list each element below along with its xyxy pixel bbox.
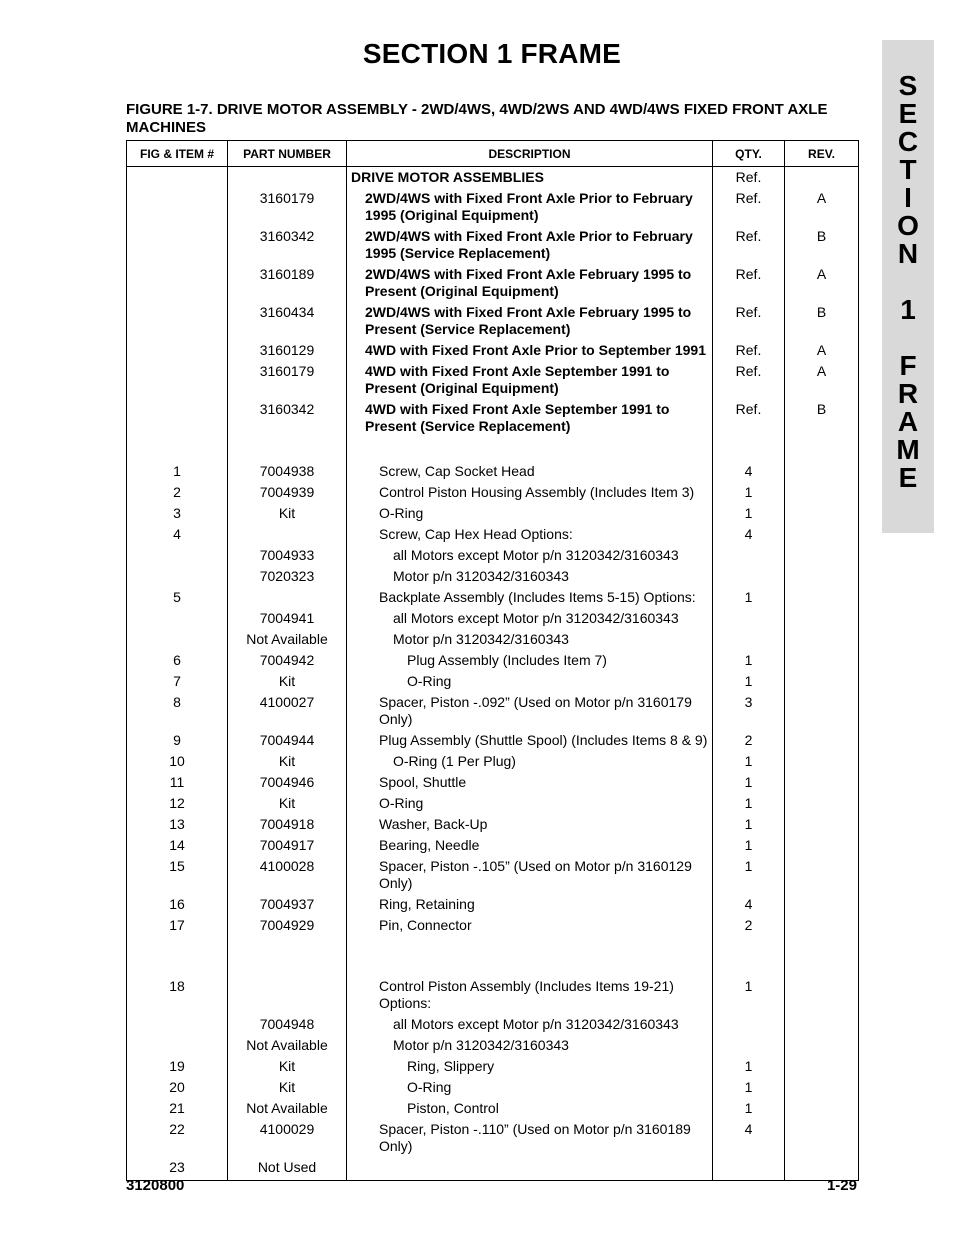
description-cell: [347, 629, 713, 650]
qty-cell: 1: [713, 1098, 785, 1119]
fig-item-cell: 3: [127, 503, 228, 524]
qty-cell: 2: [713, 915, 785, 936]
table-row: [127, 814, 859, 835]
description-text: 2WD/4WS with Fixed Front Axle February 1995 to Present (Service Replacement): [365, 304, 692, 337]
page-number: 1-29: [826, 1177, 857, 1194]
table-row: [127, 608, 859, 629]
rev-cell: A: [785, 264, 859, 302]
section-side-tab: [882, 40, 934, 533]
rev-cell: [785, 566, 859, 587]
description-cell: [347, 1077, 713, 1098]
description-cell: [347, 340, 713, 361]
fig-item-cell: [127, 361, 228, 399]
fig-item-cell: 22: [127, 1119, 228, 1157]
rev-cell: [785, 545, 859, 566]
part-number-cell: 3160129: [228, 340, 347, 361]
fig-item-cell: 13: [127, 814, 228, 835]
description-cell: [347, 793, 713, 814]
side-tab-letter: S: [898, 70, 918, 101]
side-tab-letter: A: [897, 406, 919, 437]
table-row: [127, 503, 859, 524]
table-header-row: [127, 141, 859, 167]
table-row: [127, 793, 859, 814]
table-row: [127, 671, 859, 692]
rev-cell: [785, 587, 859, 608]
header-fig-item: FIG & ITEM #: [127, 141, 228, 167]
table-row: [127, 545, 859, 566]
part-number-cell: [228, 976, 347, 1014]
empty-cell: [127, 437, 228, 461]
table-row: [127, 361, 859, 399]
rev-cell: [785, 894, 859, 915]
part-number-cell: 7020323: [228, 566, 347, 587]
rev-cell: [785, 751, 859, 772]
description-text: 4WD with Fixed Front Axle September 1991 to Present (Original Equipment): [365, 363, 670, 396]
part-number-cell: Not Available: [228, 1098, 347, 1119]
table-row: [127, 1014, 859, 1035]
parts-table: [126, 140, 859, 1181]
side-tab-letters: [882, 72, 934, 492]
empty-cell: [127, 936, 228, 976]
description-cell: [347, 751, 713, 772]
section-title: SECTION 1 FRAME: [362, 38, 622, 69]
qty-cell: 1: [713, 1077, 785, 1098]
fig-item-cell: 5: [127, 587, 228, 608]
table-row: [127, 226, 859, 264]
fig-item-cell: 9: [127, 730, 228, 751]
qty-cell: 1: [713, 793, 785, 814]
fig-item-cell: 8: [127, 692, 228, 730]
fig-item-cell: [127, 1035, 228, 1056]
empty-cell: [347, 936, 713, 976]
description-cell: [347, 671, 713, 692]
description-text: Spacer, Piston -.105” (Used on Motor p/n 3160129 Only): [379, 858, 692, 891]
description-cell: [347, 1119, 713, 1157]
description-cell: [347, 1035, 713, 1056]
description-text: 2WD/4WS with Fixed Front Axle Prior to February 1995 (Service Replacement): [365, 228, 693, 261]
qty-cell: [713, 545, 785, 566]
table-row: [127, 524, 859, 545]
description-cell: [347, 730, 713, 751]
description-text: 4WD with Fixed Front Axle Prior to September 1991: [365, 342, 706, 358]
description-text: Control Piston Housing Assembly (Includes Item 3): [379, 484, 695, 500]
table-row: [127, 915, 859, 936]
rev-cell: [785, 730, 859, 751]
header-part-number: PART NUMBER: [228, 141, 347, 167]
empty-cell: [228, 437, 347, 461]
rev-cell: [785, 835, 859, 856]
part-number-cell: Kit: [228, 671, 347, 692]
figure-caption: FIGURE 1-7. DRIVE MOTOR ASSEMBLY - 2WD/4WS, 4WD/2WS AND 4WD/4WS FIXED FRONT AXLE MACHINES: [126, 101, 828, 136]
part-number-cell: Kit: [228, 503, 347, 524]
part-number-cell: 3160342: [228, 226, 347, 264]
qty-cell: 2: [713, 730, 785, 751]
rev-cell: [785, 856, 859, 894]
rev-cell: [785, 461, 859, 482]
rev-cell: [785, 524, 859, 545]
qty-cell: 4: [713, 461, 785, 482]
rev-cell: [785, 1056, 859, 1077]
description-text: Ring, Retaining: [379, 896, 475, 912]
part-number-cell: [228, 524, 347, 545]
fig-item-cell: 2: [127, 482, 228, 503]
side-tab-letter: E: [898, 98, 918, 129]
qty-cell: 3: [713, 692, 785, 730]
table-row: [127, 856, 859, 894]
side-tab-letter: O: [897, 210, 919, 241]
empty-cell: [347, 437, 713, 461]
qty-cell: 1: [713, 856, 785, 894]
fig-item-cell: [127, 302, 228, 340]
description-text: O-Ring: [379, 795, 424, 811]
description-cell: [347, 915, 713, 936]
rev-cell: [785, 1014, 859, 1035]
fig-item-cell: [127, 1014, 228, 1035]
header-qty: QTY.: [713, 141, 785, 167]
part-number-cell: 7004946: [228, 772, 347, 793]
rev-cell: [785, 1077, 859, 1098]
description-cell: [347, 976, 713, 1014]
description-cell: [347, 814, 713, 835]
fig-item-cell: 14: [127, 835, 228, 856]
table-row: [127, 772, 859, 793]
part-number-cell: 7004929: [228, 915, 347, 936]
table-row: [127, 629, 859, 650]
table-row: [127, 1157, 859, 1181]
fig-item-cell: 11: [127, 772, 228, 793]
fig-item-cell: 23: [127, 1157, 228, 1181]
description-text: 2WD/4WS with Fixed Front Axle February 1995 to Present (Original Equipment): [365, 266, 692, 299]
parts-table-body: [127, 167, 859, 1181]
side-tab-letter: F: [899, 350, 917, 381]
empty-cell: [785, 936, 859, 976]
part-number-cell: 7004948: [228, 1014, 347, 1035]
empty-cell: [228, 936, 347, 976]
description-text: Bearing, Needle: [379, 837, 480, 853]
description-text: Piston, Control: [407, 1100, 499, 1116]
part-number-cell: Not Available: [228, 1035, 347, 1056]
description-text: Backplate Assembly (Includes Items 5-15) Options:: [379, 589, 696, 605]
fig-item-cell: [127, 629, 228, 650]
table-spacer-row: [127, 437, 859, 461]
description-text: DRIVE MOTOR ASSEMBLIES: [351, 169, 544, 185]
description-cell: [347, 226, 713, 264]
qty-cell: Ref.: [713, 226, 785, 264]
description-cell: [347, 482, 713, 503]
description-cell: [347, 361, 713, 399]
part-number-cell: 3160342: [228, 399, 347, 437]
qty-cell: Ref.: [713, 188, 785, 226]
part-number-cell: Kit: [228, 1056, 347, 1077]
description-cell: [347, 1157, 713, 1181]
description-text: Spacer, Piston -.110” (Used on Motor p/n 3160189 Only): [379, 1121, 691, 1154]
side-tab-letter: N: [897, 238, 919, 269]
rev-cell: [785, 671, 859, 692]
description-cell: [347, 772, 713, 793]
table-row: [127, 751, 859, 772]
side-tab-letter: T: [899, 154, 917, 185]
part-number-cell: 7004938: [228, 461, 347, 482]
qty-cell: 4: [713, 524, 785, 545]
part-number-cell: 7004942: [228, 650, 347, 671]
side-tab-letter: R: [897, 378, 919, 409]
fig-item-cell: 6: [127, 650, 228, 671]
description-text: O-Ring (1 Per Plug): [393, 753, 516, 769]
part-number-cell: Not Used: [228, 1157, 347, 1181]
part-number-cell: Kit: [228, 1077, 347, 1098]
table-row: [127, 976, 859, 1014]
rev-cell: A: [785, 340, 859, 361]
fig-item-cell: 15: [127, 856, 228, 894]
fig-item-cell: 18: [127, 976, 228, 1014]
rev-cell: A: [785, 188, 859, 226]
description-cell: [347, 894, 713, 915]
part-number-cell: 7004917: [228, 835, 347, 856]
description-text: Washer, Back-Up: [379, 816, 488, 832]
empty-cell: [785, 437, 859, 461]
qty-cell: 1: [713, 587, 785, 608]
fig-item-cell: 21: [127, 1098, 228, 1119]
description-text: all Motors except Motor p/n 3120342/3160343: [393, 1016, 679, 1032]
qty-cell: 1: [713, 1056, 785, 1077]
rev-cell: [785, 1119, 859, 1157]
qty-cell: 1: [713, 814, 785, 835]
part-number-cell: Kit: [228, 751, 347, 772]
part-number-cell: 3160189: [228, 264, 347, 302]
table-row: [127, 1119, 859, 1157]
part-number-cell: [228, 167, 347, 189]
empty-cell: [713, 936, 785, 976]
side-tab-letter: I: [904, 182, 912, 213]
qty-cell: Ref.: [713, 167, 785, 189]
description-cell: [347, 650, 713, 671]
table-spacer-row: [127, 936, 859, 976]
qty-cell: 1: [713, 751, 785, 772]
table-row: [127, 167, 859, 189]
table-row: [127, 264, 859, 302]
qty-cell: 1: [713, 650, 785, 671]
rev-cell: B: [785, 226, 859, 264]
document-number: 3120800: [126, 1177, 185, 1194]
table-row: [127, 1098, 859, 1119]
description-cell: [347, 692, 713, 730]
empty-cell: [713, 437, 785, 461]
fig-item-cell: 17: [127, 915, 228, 936]
fig-item-cell: 19: [127, 1056, 228, 1077]
table-row: [127, 461, 859, 482]
rev-cell: [785, 793, 859, 814]
rev-cell: [785, 814, 859, 835]
fig-item-cell: 4: [127, 524, 228, 545]
qty-cell: 4: [713, 894, 785, 915]
description-cell: [347, 461, 713, 482]
description-text: O-Ring: [407, 673, 452, 689]
fig-item-cell: [127, 188, 228, 226]
table-row: [127, 894, 859, 915]
table-row: [127, 302, 859, 340]
description-cell: [347, 1098, 713, 1119]
rev-cell: [785, 503, 859, 524]
part-number-cell: 7004941: [228, 608, 347, 629]
part-number-cell: 7004939: [228, 482, 347, 503]
rev-cell: [785, 1035, 859, 1056]
qty-cell: 1: [713, 671, 785, 692]
qty-cell: 4: [713, 1119, 785, 1157]
table-row: [127, 1077, 859, 1098]
qty-cell: [713, 566, 785, 587]
side-tab-letter: [882, 324, 934, 352]
table-row: [127, 650, 859, 671]
table-row: [127, 482, 859, 503]
header-rev: REV.: [785, 141, 859, 167]
table-row: [127, 1035, 859, 1056]
description-text: Screw, Cap Hex Head Options:: [379, 526, 573, 542]
table-row: [127, 692, 859, 730]
part-number-cell: 4100029: [228, 1119, 347, 1157]
description-text: Plug Assembly (Shuttle Spool) (Includes Items 8 & 9): [379, 732, 708, 748]
part-number-cell: [228, 587, 347, 608]
description-cell: [347, 399, 713, 437]
part-number-cell: 7004944: [228, 730, 347, 751]
qty-cell: [713, 629, 785, 650]
side-tab-letter: 1: [900, 294, 916, 325]
description-text: all Motors except Motor p/n 3120342/3160343: [393, 547, 679, 563]
fig-item-cell: [127, 608, 228, 629]
table-row: [127, 1056, 859, 1077]
description-text: 2WD/4WS with Fixed Front Axle Prior to February 1995 (Original Equipment): [365, 190, 693, 223]
rev-cell: [785, 482, 859, 503]
rev-cell: B: [785, 399, 859, 437]
description-text: Plug Assembly (Includes Item 7): [407, 652, 607, 668]
rev-cell: [785, 692, 859, 730]
description-cell: [347, 835, 713, 856]
qty-cell: [713, 1035, 785, 1056]
side-tab-letter: C: [897, 126, 919, 157]
header-description: DESCRIPTION: [347, 141, 713, 167]
fig-item-cell: 16: [127, 894, 228, 915]
description-text: 4WD with Fixed Front Axle September 1991 to Present (Service Replacement): [365, 401, 670, 434]
description-text: O-Ring: [379, 505, 424, 521]
description-text: Motor p/n 3120342/3160343: [393, 631, 569, 647]
description-cell: [347, 856, 713, 894]
description-text: Spool, Shuttle: [379, 774, 467, 790]
qty-cell: [713, 1157, 785, 1181]
rev-cell: [785, 772, 859, 793]
rev-cell: [785, 167, 859, 189]
rev-cell: [785, 629, 859, 650]
description-cell: [347, 264, 713, 302]
part-number-cell: 7004933: [228, 545, 347, 566]
description-cell: [347, 503, 713, 524]
description-cell: [347, 1056, 713, 1077]
description-cell: [347, 302, 713, 340]
qty-cell: Ref.: [713, 302, 785, 340]
description-cell: [347, 167, 713, 189]
rev-cell: [785, 1098, 859, 1119]
part-number-cell: 4100027: [228, 692, 347, 730]
fig-item-cell: 20: [127, 1077, 228, 1098]
qty-cell: Ref.: [713, 264, 785, 302]
qty-cell: 1: [713, 503, 785, 524]
table-row: [127, 566, 859, 587]
description-text: all Motors except Motor p/n 3120342/3160343: [393, 610, 679, 626]
part-number-cell: 7004918: [228, 814, 347, 835]
qty-cell: Ref.: [713, 399, 785, 437]
part-number-cell: 3160434: [228, 302, 347, 340]
rev-cell: B: [785, 302, 859, 340]
description-cell: [347, 188, 713, 226]
table-row: [127, 188, 859, 226]
fig-item-cell: [127, 264, 228, 302]
side-tab-letter: [882, 268, 934, 296]
description-text: Motor p/n 3120342/3160343: [393, 568, 569, 584]
qty-cell: 1: [713, 482, 785, 503]
description-cell: [347, 608, 713, 629]
description-cell: [347, 587, 713, 608]
part-number-cell: Not Available: [228, 629, 347, 650]
table-row: [127, 587, 859, 608]
qty-cell: Ref.: [713, 340, 785, 361]
description-text: Pin, Connector: [379, 917, 472, 933]
table-row: [127, 730, 859, 751]
table-row: [127, 835, 859, 856]
part-number-cell: 4100028: [228, 856, 347, 894]
description-text: O-Ring: [407, 1079, 452, 1095]
qty-cell: Ref.: [713, 361, 785, 399]
fig-item-cell: [127, 399, 228, 437]
description-cell: [347, 524, 713, 545]
fig-item-cell: 10: [127, 751, 228, 772]
description-text: Screw, Cap Socket Head: [379, 463, 535, 479]
rev-cell: A: [785, 361, 859, 399]
fig-item-cell: 12: [127, 793, 228, 814]
qty-cell: 1: [713, 835, 785, 856]
description-cell: [347, 545, 713, 566]
fig-item-cell: [127, 167, 228, 189]
side-tab-letter: M: [896, 434, 920, 465]
fig-item-cell: 7: [127, 671, 228, 692]
qty-cell: [713, 608, 785, 629]
rev-cell: [785, 650, 859, 671]
part-number-cell: Kit: [228, 793, 347, 814]
fig-item-cell: [127, 566, 228, 587]
fig-item-cell: [127, 340, 228, 361]
fig-item-cell: [127, 226, 228, 264]
description-text: Spacer, Piston -.092” (Used on Motor p/n 3160179 Only): [379, 694, 692, 727]
part-number-cell: 3160179: [228, 188, 347, 226]
part-number-cell: 3160179: [228, 361, 347, 399]
description-text: Control Piston Assembly (Includes Items 19-21) Options:: [379, 978, 674, 1011]
qty-cell: [713, 1014, 785, 1035]
part-number-cell: 7004937: [228, 894, 347, 915]
fig-item-cell: 1: [127, 461, 228, 482]
rev-cell: [785, 915, 859, 936]
description-cell: [347, 1014, 713, 1035]
side-tab-letter: E: [898, 462, 918, 493]
table-row: [127, 340, 859, 361]
qty-cell: 1: [713, 772, 785, 793]
description-text: Ring, Slippery: [407, 1058, 495, 1074]
rev-cell: [785, 608, 859, 629]
fig-item-cell: [127, 545, 228, 566]
qty-cell: 1: [713, 976, 785, 1014]
table-row: [127, 399, 859, 437]
description-text: Motor p/n 3120342/3160343: [393, 1037, 569, 1053]
description-cell: [347, 566, 713, 587]
rev-cell: [785, 976, 859, 1014]
